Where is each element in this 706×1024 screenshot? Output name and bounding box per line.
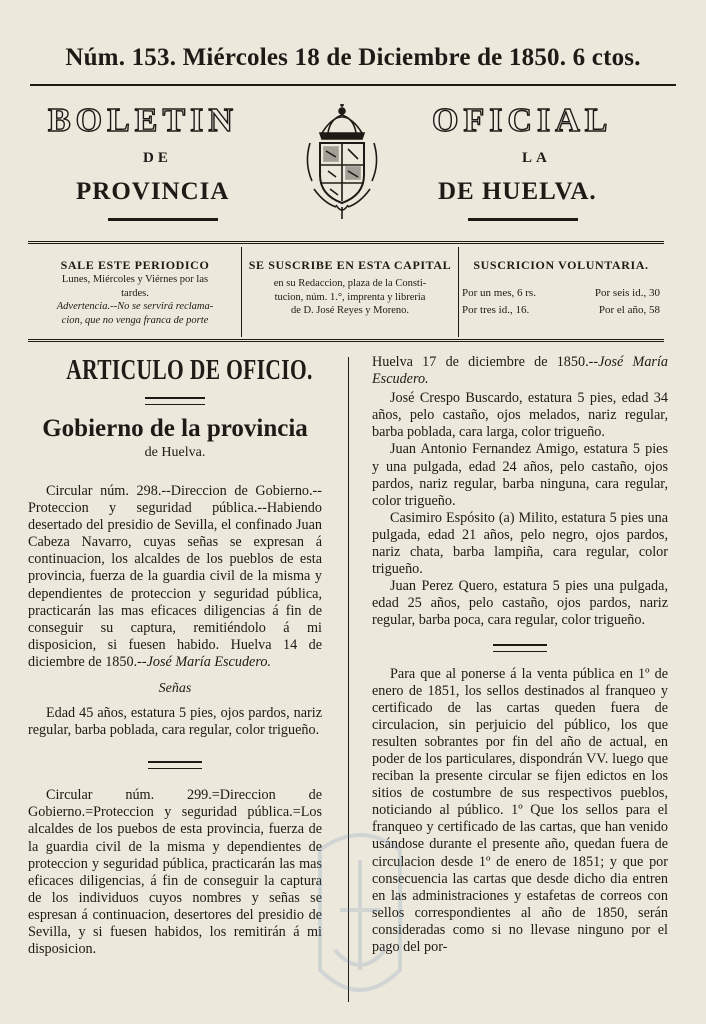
subscription-right-heading: SUSCRICION VOLUNTARIA. — [473, 258, 649, 272]
header-rule-top — [30, 84, 676, 86]
deserter-list — [372, 390, 668, 629]
deserter-entry: Juan Perez Quero, estatura 5 pies una pulgada, edad 25 años, pelo castaño, ojos pardos, nariz regular, barba poca, cara regular, color trigueño. — [372, 578, 668, 629]
ornament-rule — [493, 644, 547, 652]
subscription-middle — [244, 258, 456, 318]
right-date-line — [372, 354, 668, 388]
subscription-left — [32, 258, 238, 327]
ornament-rule — [148, 761, 202, 769]
right-date-signature: --José María Escudero. — [372, 354, 668, 388]
title-word-huelva: DE HUELVA. — [438, 178, 597, 205]
deserter-entry: Casimiro Espósito (a) Milito, estatura 5 pies una pulgada, edad 21 años, pelo negro, ojos pardos, nariz chata, barba lampiña, cara regular, color trigueño. — [372, 509, 668, 578]
title-word-provincia: PROVINCIA — [76, 178, 230, 205]
right-date-text: Huelva 17 de diciembre de 1850. — [372, 354, 589, 370]
subscription-mid-line: tucion, núm. 1.°, imprenta y libreria — [274, 291, 426, 303]
subscription-left-line: cion, que no venga franca de porte — [61, 314, 209, 326]
title-underline-right — [468, 218, 578, 221]
title-word-boletin: BOLETIN — [48, 102, 238, 139]
library-watermark-icon — [300, 820, 420, 1020]
subscription-mid-heading: SE SUSCRIBE EN ESTA CAPITAL — [248, 258, 452, 272]
gobierno-title: Gobierno de la provincia — [42, 415, 308, 442]
gobierno-subtitle: de Huelva. — [144, 445, 206, 460]
ornament-rule — [145, 397, 205, 405]
title-word-la: LA — [522, 150, 551, 166]
subscription-divider-1 — [241, 247, 242, 337]
left-column — [28, 354, 322, 958]
subscription-divider-2 — [458, 247, 459, 337]
price-three-months: Por tres id., 16. — [462, 304, 530, 316]
subscription-right — [462, 258, 660, 319]
senas-heading: Señas — [158, 681, 192, 697]
price-one-year: Por el año, 58 — [598, 304, 660, 316]
stamps-notice-text: Para que al ponerse á la venta pública en 1º de enero de 1851, los sellos destinados al franqueo y certificado de las cartas queden fuera de circulacion, sin perjuicio del público, los que resulten sobrantes por fin del año de actual, en poder de los particulares, dispondrán VV. luego que reciban la presente circular se fijen edictos en los sitios de costumbre de sus respectivos pueblos, noticiando al público. 1º Que los sellos para el franqueo y certificado de las cartas, que han venido usándose durante el presente año, quedan fuera de circulacion desde 1º de enero de 1851; y que por consecuencia las cartas que desde dicho dia entren en las administraciones y estafetas de correos con sellos correspondientes al año de 1850, serán consideradas como si no llevase ninguno por el pago del por- — [372, 665, 668, 955]
price-six-months: Por seis id., 30 — [594, 287, 660, 299]
senas-text: Edad 45 años, estatura 5 pies, ojos pardos, nariz regular, barba poblada, cara regular, color trigueño. — [28, 705, 322, 739]
section-title: ARTICULO DE OFICIO. — [66, 354, 313, 386]
issue-line: Núm. 153. Miércoles 18 de Diciembre de 1850. 6 ctos. — [65, 44, 641, 71]
price-one-month: Por un mes, 6 rs. — [462, 287, 536, 299]
circular-299 — [28, 787, 322, 958]
deserter-entry: José Crespo Buscardo, estatura 5 pies, edad 34 años, pelo castaño, ojos melados, nariz regular, barba poblada, cara larga, color trigueño. — [372, 390, 668, 441]
subscription-left-heading: SALE ESTE PERIODICO — [60, 258, 210, 272]
circular-298-text: Circular núm. 298.--Direccion de Gobierno.--Proteccion y seguridad pública.--Habiendo desertado del presidio de Sevilla, el confinado Juan Cabeza Navarro, cuyas señas se expresan á continuacion, los alcaldes de los pueblos de esta provincia, fuerza de la guardia civil de la misma y dependientes de proteccion y seguridad pública, practicarán las mas eficaces diligencias á fin de conseguir su captura, remitiéndolo á mi disposicion, si fuesen habido. Huelva 14 de diciembre de 1850. — [28, 483, 322, 670]
subscription-left-line: Advertencia.--No se servirá reclama- — [56, 301, 214, 312]
title-underline-left — [108, 218, 218, 221]
price-row — [462, 302, 660, 319]
subscription-left-line: Lunes, Miércoles y Viérnes por las — [61, 274, 209, 285]
circular-298 — [28, 483, 322, 671]
subscription-mid-line: de D. José Reyes y Moreno. — [290, 305, 410, 316]
subscription-left-line: tardes. — [121, 287, 149, 299]
circular-298-signature: --José María Escudero. — [137, 653, 271, 670]
title-word-de: DE — [143, 150, 172, 166]
circular-299-text: Circular núm. 299.=Direccion de Gobierno.=Proteccion y seguridad pública.=Los alcaldes de los puebos de esta provincia, fuerza de la guardia civil de la misma y dependientes de proteccion y seguridad pública, practicarán las mas eficaces diligencias, á fin de conseguir la captura de los individuos cuyos nombres y señas se espresan á continuacion, desertores del presidio de Sevilla, y si fuesen habidos, los remitirán á mi disposicion. — [28, 787, 322, 958]
title-word-oficial: OFICIAL — [432, 102, 613, 139]
price-row — [462, 285, 660, 302]
senas-description — [28, 705, 322, 739]
deserter-entry: Juan Antonio Fernandez Amigo, estatura 5 pies y una pulgada, edad 24 años, pelo castaño, ojos pardos, nariz regular, barba ninguna, cara regular, color trigueño. — [372, 441, 668, 509]
subscription-mid-line: en su Redaccion, plaza de la Consti- — [273, 278, 427, 289]
coat-of-arms-icon — [300, 103, 384, 221]
